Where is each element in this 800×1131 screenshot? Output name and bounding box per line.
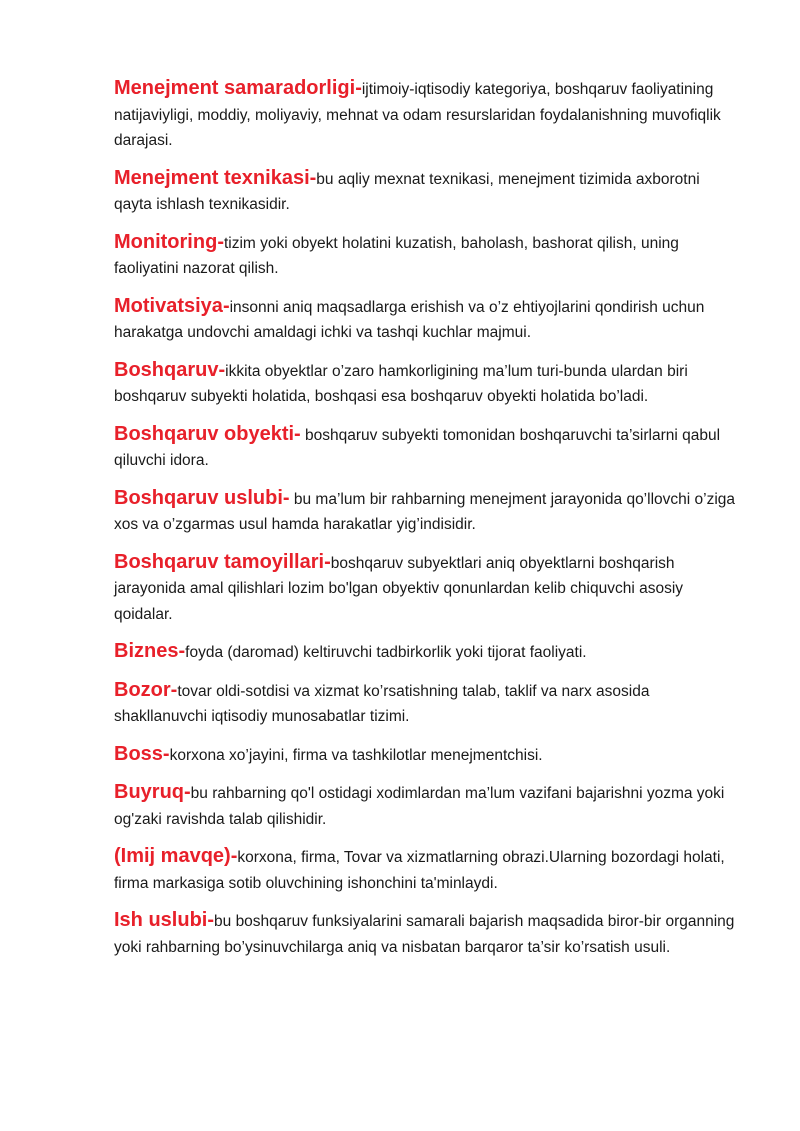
- glossary-entry: [114, 230, 740, 282]
- entry-definition: ijtimoiy-iqtisodiy kategoriya, boshqaruv faoliyatining natijaviyligi, moddiy, moliyaviy, mehnat va odam resurslaridan foydalanishning muvofiqlik darajasi.: [114, 81, 721, 149]
- entry-definition: boshqaruv subyektlari aniq obyektlarni boshqarish jarayonida amal qilishlari lozim bo'lgan obyektiv qonunlardan kelib chiquvchi asosiy qoidalar.: [114, 554, 684, 623]
- entry-definition: insonni aniq maqsadlarga erishish va o’z ehtiyojlarini qondirish uchun harakatga undovchi amaldagi ichki va tashqi kuchlar majmui.: [114, 298, 705, 341]
- entry-separator: -: [222, 294, 230, 317]
- entry-term: Boshqaruv tamoyillari: [114, 550, 325, 573]
- entry-separator: -: [170, 678, 178, 701]
- entry-separator: -: [230, 845, 238, 867]
- glossary-entry: [114, 294, 740, 346]
- glossary-entry: [114, 780, 740, 832]
- glossary-entry: [114, 742, 740, 769]
- entry-term: Boshqaruv obyekti: [114, 422, 295, 445]
- glossary-entry: [114, 486, 740, 538]
- entry-term: Monitoring: [114, 230, 218, 253]
- entry-term: Ish uslubi: [114, 909, 208, 931]
- glossary-entry: [114, 166, 740, 218]
- entry-separator: -: [355, 77, 362, 99]
- glossary-entry: [114, 422, 740, 474]
- entry-separator: -: [282, 486, 290, 509]
- entry-definition: ikkita obyektlar o’zaro hamkorligining ma’lum turi-bunda ulardan biri boshqaruv subyekti holatida, boshqasi esa boshqaruv obyekti holatida bo’ladi.: [114, 362, 688, 405]
- entry-separator: -: [324, 550, 331, 573]
- glossary-entry: [114, 639, 740, 666]
- entry-definition: korxona, firma, Tovar va xizmatlarning obrazi.Ularning bozordagi holati, firma markasiga sotib oluvchining ishonchini ta'minlaydi.: [114, 849, 725, 892]
- glossary-entry: [114, 76, 740, 154]
- entry-term: Boshqaruv uslubi: [114, 486, 283, 509]
- entry-definition: bu rahbarning qo'l ostidagi xodimlardan ma’lum vazifani bajarishni yozma yoki og'zaki ravishda talab qilishidir.: [114, 785, 725, 828]
- entry-separator: -: [162, 742, 170, 765]
- entry-definition: boshqaruv subyekti tomonidan boshqaruvchi ta’sirlarni qabul qiluvchi idora.: [114, 426, 721, 469]
- entry-separator: -: [309, 166, 317, 189]
- entry-term: (Imij mavqe): [114, 845, 231, 867]
- entry-term: Menejment texnikasi: [114, 166, 310, 189]
- entry-separator: -: [217, 230, 224, 253]
- glossary-entry: [114, 908, 740, 960]
- entry-term: Menejment samaradorligi: [114, 77, 356, 99]
- entry-term: Bozor: [114, 678, 171, 701]
- entry-separator: -: [184, 781, 191, 803]
- entry-definition: foyda (daromad) keltiruvchi tadbirkorlik yoki tijorat faoliyati.: [185, 644, 587, 661]
- entry-separator: -: [178, 640, 186, 662]
- entry-separator: -: [218, 358, 226, 381]
- glossary-entry: [114, 358, 740, 410]
- entry-definition: tovar oldi-sotdisi va xizmat ko’rsatishning talab, taklif va narx asosida shakllanuvchi iqtisodiy munosabatlar tizimi.: [114, 682, 650, 725]
- entry-term: Buyruq: [114, 781, 184, 803]
- glossary-entry: [114, 550, 740, 628]
- entry-term: Biznes: [114, 640, 179, 662]
- entry-definition: bu boshqaruv funksiyalarini samarali bajarish maqsadida biror-bir organning yoki rahbarning bo’ysinuvchilarga aniq va nisbatan barqaror ta’sir ko’rsatish usuli.: [114, 913, 735, 956]
- glossary-entry: [114, 678, 740, 730]
- entry-definition: bu aqliy mexnat texnikasi, menejment tizimida axborotni qayta ishlash texnikasidir.: [114, 170, 700, 213]
- entry-separator: -: [294, 422, 301, 445]
- entry-term: Boshqaruv: [114, 358, 219, 381]
- entry-term: Boss: [114, 742, 163, 765]
- entry-term: Motivatsiya: [114, 294, 223, 317]
- entry-separator: -: [207, 909, 215, 931]
- entry-definition: bu ma’lum bir rahbarning menejment jarayonida qo’llovchi o’ziga xos va o’zgarmas usul hamda harakatlar yig’indisidir.: [114, 490, 736, 533]
- entry-definition: korxona xo’jayini, firma va tashkilotlar menejmentchisi.: [169, 746, 543, 764]
- entry-definition: tizim yoki obyekt holatini kuzatish, baholash, bashorat qilish, uning faoliyatini nazorat qilish.: [114, 234, 679, 277]
- glossary-entry: [114, 844, 740, 896]
